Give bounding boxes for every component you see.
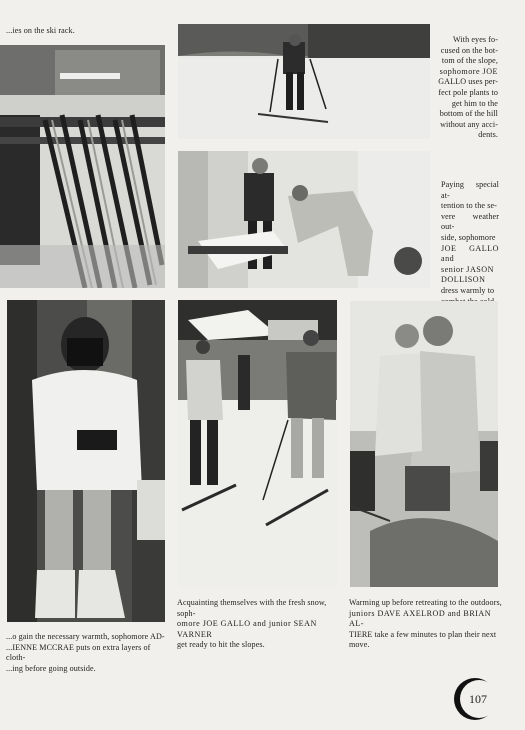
caption-slope: With eyes fo- cused on the bot- tom of the slope, sophomore JOE GALLO uses per- fect pole plants to get him to the bottom of the hill without any acci- dents. — [438, 35, 498, 140]
page-number-badge — [448, 676, 502, 722]
photo-ski-rack — [0, 45, 165, 288]
ski-rack-caption-fragment: ...ies on the ski rack. — [6, 26, 75, 35]
photo-skier-slope — [178, 24, 430, 139]
caption-outdoors: Warming up before retreating to the outdoors, juniors DAVE AXELROD and BRIAN AL- TIERE take a few minutes to plan their next move. — [349, 598, 502, 650]
caption-snow: Acquainting themselves with the fresh snow, soph- omore JOE GALLO and junior SEAN VARNER get ready to hit the slopes. — [177, 598, 327, 650]
photo-dressing-warmly — [178, 151, 430, 288]
caption-warmth: ...o gain the necessary warmth, sophomore AD- ...IENNE MCCRAE puts on extra layers of cloth- ...ing before going outside. — [6, 632, 165, 673]
photo-extra-layers — [7, 300, 165, 622]
caption-weather: Paying special at- tention to the se- vere weather out- side, sophomore JOE GALLO and senior JASON DOLLISON dress warmly to — [441, 180, 499, 295]
page-number: 107 — [469, 691, 487, 706]
photo-warming-up — [350, 301, 498, 587]
photo-fresh-snow — [178, 300, 337, 587]
